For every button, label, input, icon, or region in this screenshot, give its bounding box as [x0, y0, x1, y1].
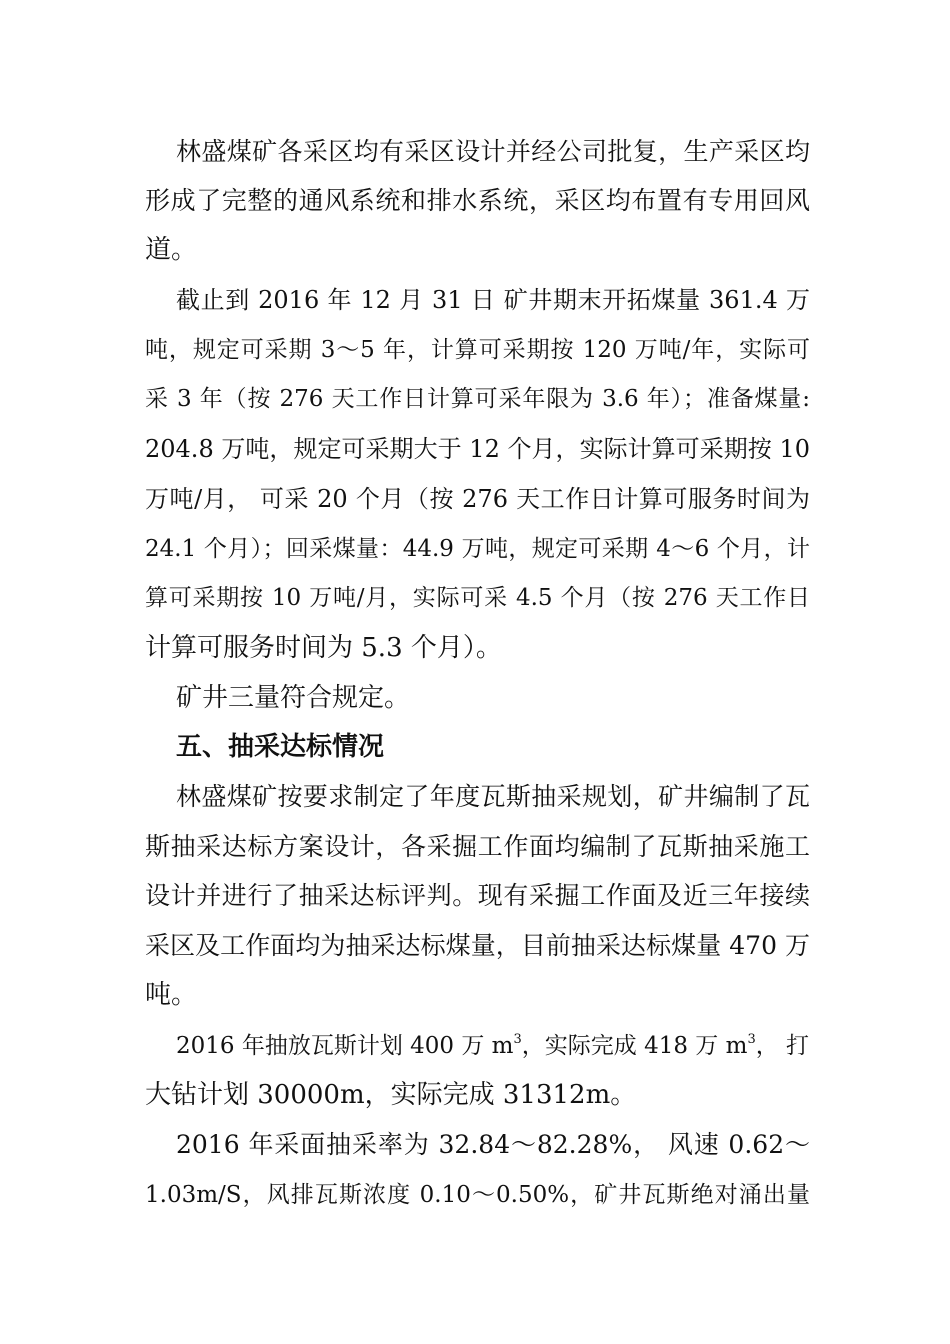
paragraph-line: 万吨/月， 可采 20 个月（按 276 天工作日计算可服务时间为 — [145, 485, 810, 513]
paragraph-line: 算可采期按 10 万吨/月，实际可采 4.5 个月（按 276 天工作日 — [145, 585, 810, 611]
paragraph-line: 采区及工作面均为抽采达标煤量，目前抽采达标煤量 470 万 — [145, 931, 810, 960]
paragraph-line: 204.8 万吨，规定可采期大于 12 个月，实际计算可采期按 10 — [145, 435, 810, 463]
text-run: 2016 年抽放瓦斯计划 400 万 m — [176, 1033, 514, 1059]
paragraph-line: 吨。 — [145, 980, 198, 1010]
paragraph-line: 设计并进行了抽采达标评判。现有采掘工作面及近三年接续 — [145, 881, 810, 910]
paragraph-line: 截止到 2016 年 12 月 31 日 矿井期末开拓煤量 361.4 万 — [176, 286, 810, 314]
paragraph-line: 计算可服务时间为 5.3 个月）。 — [145, 633, 502, 663]
paragraph-line: 2016 年采面抽采率为 32.84～82.28%， 风速 0.62～ — [176, 1130, 810, 1159]
paragraph-line: 林盛煤矿按要求制定了年度瓦斯抽采规划，矿井编制了瓦 — [176, 782, 810, 811]
paragraph-line: 形成了完整的通风系统和排水系统，采区均布置有专用回风 — [145, 186, 810, 215]
section-heading: 五、抽采达标情况 — [176, 732, 385, 762]
paragraph-line: 斯抽采达标方案设计，各采掘工作面均编制了瓦斯抽采施工 — [145, 832, 810, 861]
paragraph-line: 24.1 个月）；回采煤量：44.9 万吨，规定可采期 4～6 个月，计 — [145, 536, 810, 562]
paragraph-line: 道。 — [145, 235, 198, 265]
paragraph-line: 林盛煤矿各采区均有采区设计并经公司批复，生产采区均 — [176, 137, 810, 166]
superscript: 3 — [513, 1032, 522, 1047]
paragraph-line — [176, 1031, 810, 1061]
paragraph-line: 大钻计划 30000m，实际完成 31312m。 — [145, 1080, 637, 1110]
text-run: ，实际完成 418 万 m — [521, 1033, 748, 1059]
paragraph-line: 采 3 年（按 276 天工作日计算可采年限为 3.6 年）；准备煤量: — [145, 386, 810, 412]
text-run: ， 打 — [755, 1033, 810, 1059]
paragraph-line: 吨，规定可采期 3～5 年，计算可采期按 120 万吨/年，实际可 — [145, 337, 810, 363]
paragraph-line: 1.03m/S，风排瓦斯浓度 0.10～0.50%，矿井瓦斯绝对涌出量 — [145, 1182, 810, 1208]
paragraph-line: 矿井三量符合规定。 — [176, 683, 411, 713]
superscript: 3 — [747, 1032, 756, 1047]
